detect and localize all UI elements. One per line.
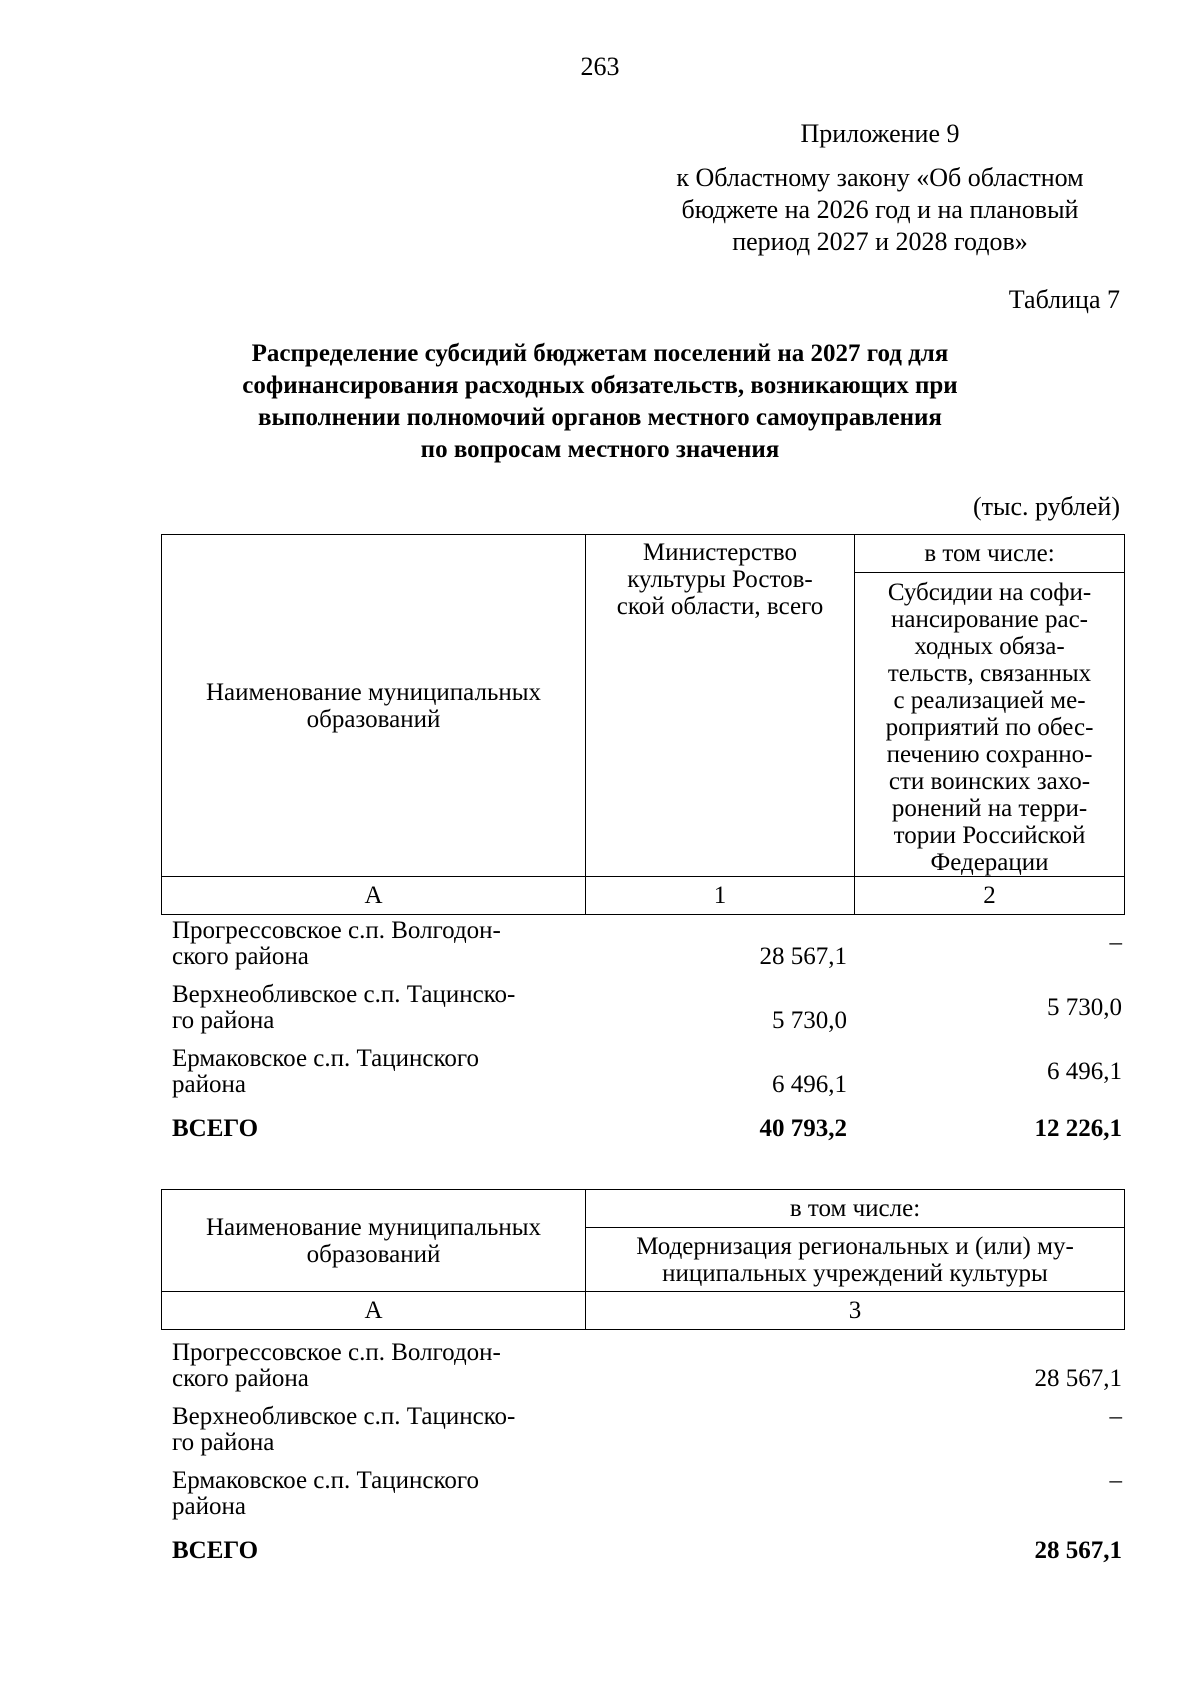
appendix-label: Приложение 9 [800, 119, 960, 148]
total-value-1: 40 793,2 [759, 1115, 847, 1142]
title-line: Распределение субсидий бюджетам поселений на 2027 год для [251, 340, 949, 367]
table2-col3-header: Модернизация региональных и (или) му- ниципальных учреждений культуры [586, 1228, 1125, 1292]
total-value-3: 28 567,1 [1034, 1537, 1122, 1564]
unit-label: (тыс. рублей) [972, 492, 1120, 521]
row-name: Прогрессовское с.п. Волгодон- ского района [172, 917, 501, 970]
total-value-2: 12 226,1 [1034, 1115, 1122, 1142]
table2-header [161, 1189, 1125, 1330]
table2-total-row [172, 1538, 1122, 1568]
table1-colnum-a: А [162, 877, 586, 915]
table1-header [161, 534, 1125, 915]
appendix-line: к Областному закону «Об областном [676, 163, 1084, 192]
total-label: ВСЕГО [172, 1537, 259, 1564]
table1-name-header: Наименование муниципальных образований [162, 535, 586, 877]
table1-row [172, 1046, 1122, 1102]
document-title [150, 338, 1050, 466]
table1-col1-header: Министерство культуры Ростов- ской области, всего [586, 535, 855, 877]
row-name: Ермаковское с.п. Тацинского района [172, 1467, 480, 1520]
row-name: Верхнеобливское с.п. Тацинско- го района [172, 1403, 516, 1456]
row-value-3: – [1109, 1467, 1122, 1494]
table2-row [172, 1468, 1122, 1524]
appendix-line: бюджете на 2026 год и на плановый [681, 195, 1079, 224]
table1-colnum-2: 2 [855, 877, 1125, 915]
row-value-3: 28 567,1 [1034, 1365, 1122, 1392]
appendix-block [650, 118, 1110, 258]
table1-row [172, 918, 1122, 974]
table1-including-header: в том числе: [855, 535, 1125, 573]
table1-row [172, 982, 1122, 1038]
row-value-2: 6 496,1 [1047, 1058, 1122, 1085]
table2-colnum-3: 3 [586, 1292, 1125, 1330]
page-number: 263 [580, 52, 620, 81]
title-line: по вопросам местного значения [420, 436, 780, 463]
table2-row [172, 1340, 1122, 1396]
total-label: ВСЕГО [172, 1115, 259, 1142]
table2-row [172, 1404, 1122, 1460]
row-value-1: 28 567,1 [759, 943, 847, 970]
table-label: Таблица 7 [1008, 285, 1120, 314]
table1-total-row [172, 1116, 1122, 1146]
appendix-line: период 2027 и 2028 годов» [732, 227, 1028, 256]
row-value-1: 6 496,1 [772, 1071, 847, 1098]
row-value-1: 5 730,0 [772, 1007, 847, 1034]
row-name: Ермаковское с.п. Тацинского района [172, 1045, 480, 1098]
table1-col2-header: Субсидии на софи- нансирование рас- ходных обяза- тельств, связанных с реализацией ме- роприятий по обес- печению сохранно- сти воинских захо- ронений на терри- тории Российской Федерации [855, 573, 1125, 877]
row-name: Прогрессовское с.п. Волгодон- ского района [172, 1339, 501, 1392]
row-value-2: 5 730,0 [1047, 994, 1122, 1021]
table2-colnum-a: А [162, 1292, 586, 1330]
row-value-3: – [1109, 1403, 1122, 1430]
row-value-2: – [1109, 929, 1122, 956]
table1-colnum-1: 1 [586, 877, 855, 915]
table2-name-header: Наименование муниципальных образований [162, 1190, 586, 1292]
title-line: выполнении полномочий органов местного самоуправления [258, 404, 942, 431]
row-name: Верхнеобливское с.п. Тацинско- го района [172, 981, 516, 1034]
title-line: софинансирования расходных обязательств, возникающих при [242, 372, 958, 399]
table2-including-header: в том числе: [586, 1190, 1125, 1228]
